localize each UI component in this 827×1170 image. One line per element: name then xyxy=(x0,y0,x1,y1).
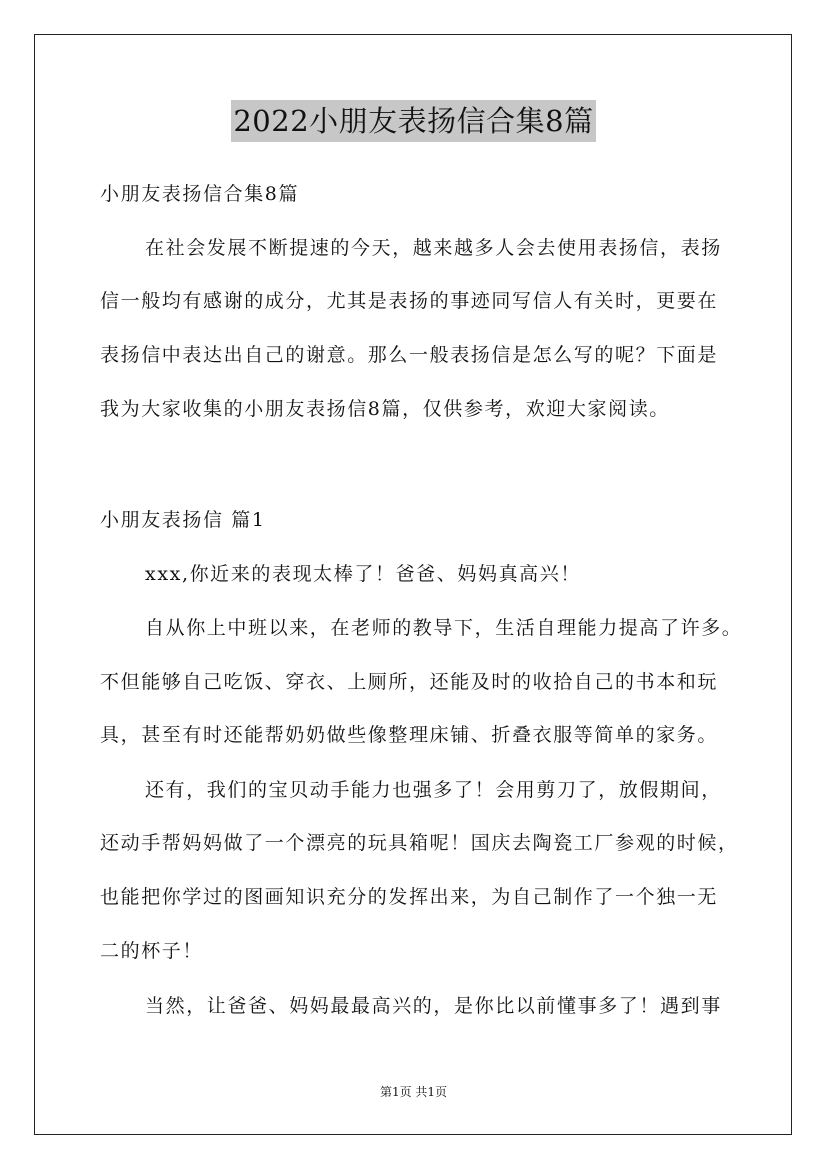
body-line: 当然，让爸爸、妈妈最最高兴的，是你比以前懂事多了！遇到事 xyxy=(145,995,722,1017)
intro-line: 信一般均有感谢的成分，尤其是表扬的事迹同写信人有关时，更要在 xyxy=(100,290,719,312)
body-line: 不但能够自己吃饭、穿衣、上厕所，还能及时的收拾自己的书本和玩 xyxy=(100,671,719,693)
page-footer: 第1页 共1页 xyxy=(379,1085,448,1099)
document-title: 2022小朋友表扬信合集8篇 xyxy=(231,100,595,142)
intro-line: 表扬信中表达出自己的谢意。那么一般表扬信是怎么写的呢？下面是 xyxy=(100,344,719,366)
body-line: 还有，我们的宝贝动手能力也强多了！会用剪刀了，放假期间， xyxy=(145,779,722,801)
body-line: 也能把你学过的图画知识充分的发挥出来，为自己制作了一个独一无 xyxy=(100,886,719,908)
body-line: xxx,你近来的表现太棒了！爸爸、妈妈真高兴！ xyxy=(145,563,581,585)
intro-line: 在社会发展不断提速的今天，越来越多人会去使用表扬信，表扬 xyxy=(145,237,722,259)
body-line: 二的杯子！ xyxy=(100,940,204,962)
section-heading: 小朋友表扬信 篇1 xyxy=(100,509,266,531)
body-line: 具，甚至有时还能帮奶奶做些像整理床铺、折叠衣服等简单的家务。 xyxy=(100,724,719,746)
title-container xyxy=(0,100,827,142)
document-subtitle: 小朋友表扬信合集8篇 xyxy=(100,183,300,205)
body-line: 自从你上中班以来，在老师的教导下，生活自理能力提高了许多。 xyxy=(145,617,743,639)
intro-line: 我为大家收集的小朋友表扬信8篇，仅供参考，欢迎大家阅读。 xyxy=(100,398,670,420)
body-line: 还动手帮妈妈做了一个漂亮的玩具箱呢！国庆去陶瓷工厂参观的时候， xyxy=(100,832,739,854)
